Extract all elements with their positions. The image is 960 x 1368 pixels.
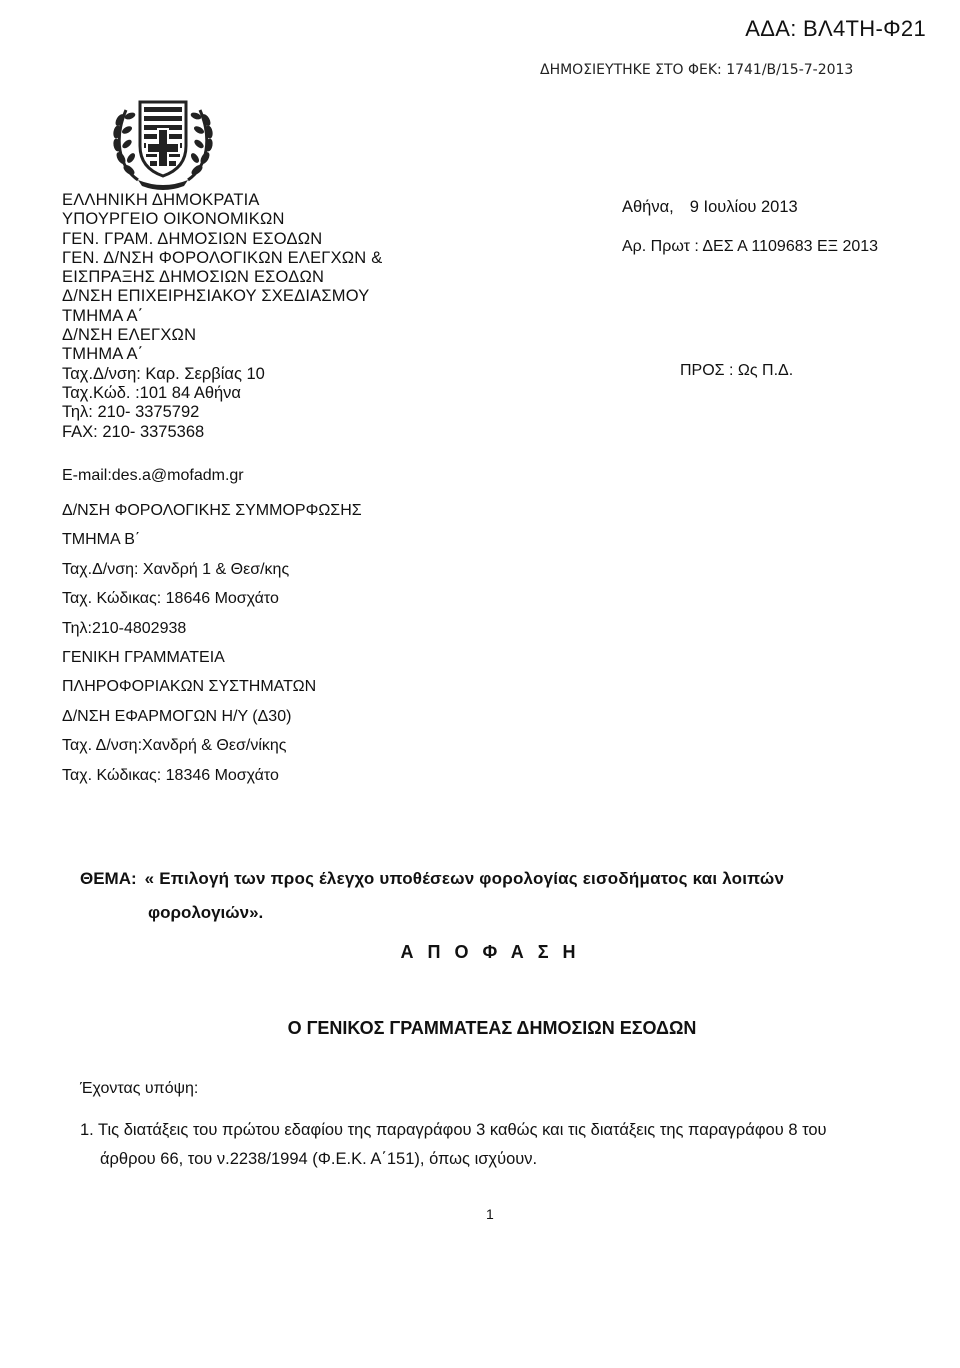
sender-line: ΠΛΗΡΟΦΟΡΙΑΚΩΝ ΣΥΣΤΗΜΑΤΩΝ	[62, 678, 317, 696]
sender-line: ΤΜΗΜΑ Β΄	[62, 531, 141, 549]
decision-title: ΑΠΟΦΑΣΗ	[400, 942, 590, 962]
sender-line: ΓΕΝ. Δ/ΝΣΗ ΦΟΡΟΛΟΓΙΚΩΝ ΕΛΕΓΧΩΝ &	[62, 248, 383, 267]
considering-heading: Έχοντας υπόψη:	[80, 1080, 199, 1097]
sender-block-2	[62, 496, 362, 790]
sender-line: Δ/ΝΣΗ ΦΟΡΟΛΟΓΙΚΗΣ ΣΥΜΜΟΡΦΩΣΗΣ	[62, 502, 362, 519]
sender-line: ΓΕΝΙΚΗ ΓΡΑΜΜΑΤΕΙΑ	[62, 649, 225, 667]
issuer-title: Ο ΓΕΝΙΚΟΣ ΓΡΑΜΜΑΤΕΑΣ ΔΗΜΟΣΙΩΝ ΕΣΟΔΩΝ	[287, 1018, 697, 1038]
sender-line: ΕΛΛΗΝΙΚΗ ΔΗΜΟΚΡΑΤΙΑ	[62, 191, 260, 209]
sender-line: Δ/ΝΣΗ ΕΛΕΓΧΩΝ	[62, 326, 197, 345]
recipient: ΠΡΟΣ : Ως Π.Δ.	[680, 362, 794, 379]
city: Αθήνα,	[622, 198, 674, 216]
list-item-line: 1. Τις διατάξεις του πρώτου εδαφίου της παραγράφου 3 καθώς και τις διατάξεις της παραγράφου 8 του	[80, 1121, 827, 1139]
sender-line: Ταχ. Κώδικας: 18646 Μοσχάτο	[62, 590, 279, 608]
sender-line: Ταχ. Δ/νση:Χανδρή & Θεσ/νίκης	[62, 737, 287, 755]
sender-line: Ταχ.Κώδ. :101 84 Αθήνα	[62, 383, 241, 402]
sender-block	[62, 191, 382, 442]
sender-line: ΥΠΟΥΡΓΕΙΟ ΟΙΚΟΝΟΜΙΚΩΝ	[62, 210, 285, 229]
sender-line: Ταχ.Δ/νση: Χανδρή 1 & Θεσ/κης	[62, 560, 290, 578]
list-item	[80, 1116, 827, 1174]
sender-line: ΤΜΗΜΑ Α΄	[62, 345, 144, 364]
sender-line: ΓΕΝ. ΓΡΑΜ. ΔΗΜΟΣΙΩΝ ΕΣΟΔΩΝ	[62, 229, 323, 248]
document-date	[622, 198, 798, 217]
publication-note: ΔΗΜΟΣΙΕΥΤΗΚΕ ΣΤΟ ΦΕΚ: 1741/Β/15-7-2013	[540, 62, 854, 78]
list-item-line: άρθρου 66, του ν.2238/1994 (Φ.Ε.Κ. Α΄151), όπως ισχύουν.	[100, 1150, 538, 1168]
sender-line: Δ/ΝΣΗ ΕΠΙΧΕΙΡΗΣΙΑΚΟΥ ΣΧΕΔΙΑΣΜΟΥ	[62, 287, 370, 306]
subject-text: « Επιλογή των προς έλεγχο υποθέσεων φορολογίας εισοδήματος και λοιπών	[144, 869, 785, 888]
sender-line: ΕΙΣΠΡΑΞΗΣ ΔΗΜΟΣΙΩΝ ΕΣΟΔΩΝ	[62, 268, 325, 287]
page-number: 1	[486, 1206, 494, 1222]
sender-line: ΤΜΗΜΑ Α΄	[62, 306, 144, 325]
sender-line: Ταχ.Δ/νση: Καρ. Σερβίας 10	[62, 364, 265, 383]
protocol-number: Αρ. Πρωτ : ΔΕΣ Α 1109683 ΕΞ 2013	[622, 238, 879, 255]
greek-coat-of-arms-icon	[108, 88, 218, 190]
date: 9 Ιουλίου 2013	[689, 198, 798, 216]
sender-line: FAX: 210- 3375368	[62, 422, 205, 441]
sender-line: Ταχ. Κώδικας: 18346 Μοσχάτο	[62, 766, 279, 784]
sender-line: Δ/ΝΣΗ ΕΦΑΡΜΟΓΩΝ Η/Υ (Δ30)	[62, 707, 292, 725]
sender-line: Τηλ: 210- 3375792	[62, 403, 200, 422]
subject-label: ΘΕΜΑ:	[80, 869, 137, 888]
ada-code: ΑΔΑ: ΒΛ4ΤΗ-Φ21	[745, 16, 926, 41]
subject	[80, 862, 900, 930]
subject-text-cont: φορολογιών».	[148, 903, 264, 922]
sender-email: E-mail:des.a@mofadm.gr	[62, 467, 244, 484]
sender-line: Τηλ:210-4802938	[62, 619, 187, 637]
